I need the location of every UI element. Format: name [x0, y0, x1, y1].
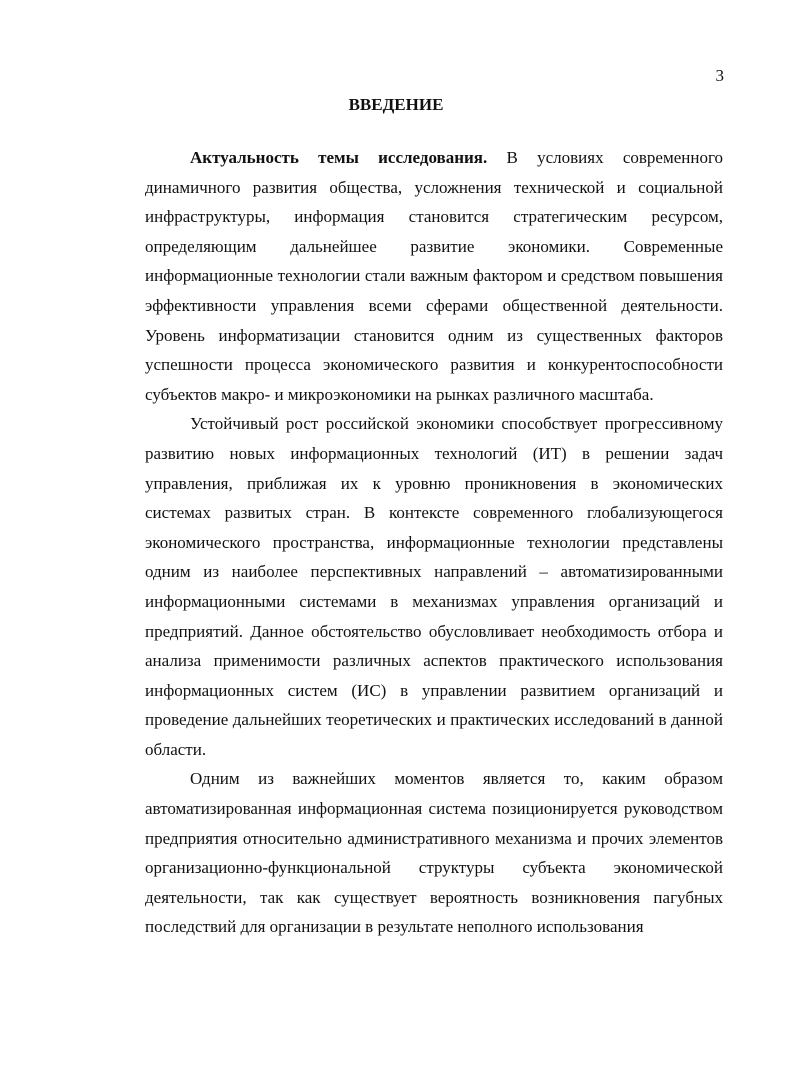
paragraph-text: Устойчивый рост российской экономики способствует прогрессивному развитию новых информационных технологий (ИТ) в решении задач управления, приближая их к уровню проникновения в экономических системах развитых стран. В контексте современного глобализующегося экономического пространства, информационные технологии представлены одним из наиболее перспективных направлений – автоматизированными информационными системами в механизмах управления организаций и предприятий. Данное обстоятельство обусловливает необходимость отбора и анализа применимости различных аспектов практического использования информационных систем (ИС) в управлении развитием организаций и проведение дальнейших теоретических и практических исследований в данной области.	[145, 414, 723, 759]
paragraph-text: Одним из важнейших моментов является то, каким образом автоматизированная информационная система позиционируется руководством предприятия относительно административного механизма и прочих элементов организационно-функциональной структуры субъекта экономической деятельности, так как существует вероятность возникновения пагубных последствий для организации в результате неполного использования	[145, 769, 723, 937]
paragraph-economy-growth	[145, 409, 723, 764]
paragraph-positioning	[145, 764, 723, 942]
paragraph-relevance	[145, 143, 723, 409]
document-body	[145, 143, 723, 942]
paragraph-lead: Актуальность темы исследования.	[190, 148, 488, 167]
page-number: 3	[715, 66, 724, 85]
section-heading: ВВЕДЕНИЕ	[348, 95, 444, 114]
paragraph-text: В условиях современного динамичного развития общества, усложнения технической и социальной инфраструктуры, информация становится стратегическим ресурсом, определяющим дальнейшее развитие экономики. Современные информационные технологии стали важным фактором и средством повышения эффективности управления всеми сферами общественной деятельности. Уровень информатизации становится одним из существенных факторов успешности процесса экономического развития и конкурентоспособности субъектов макро- и микроэкономики на рынках различного масштаба.	[145, 148, 724, 404]
